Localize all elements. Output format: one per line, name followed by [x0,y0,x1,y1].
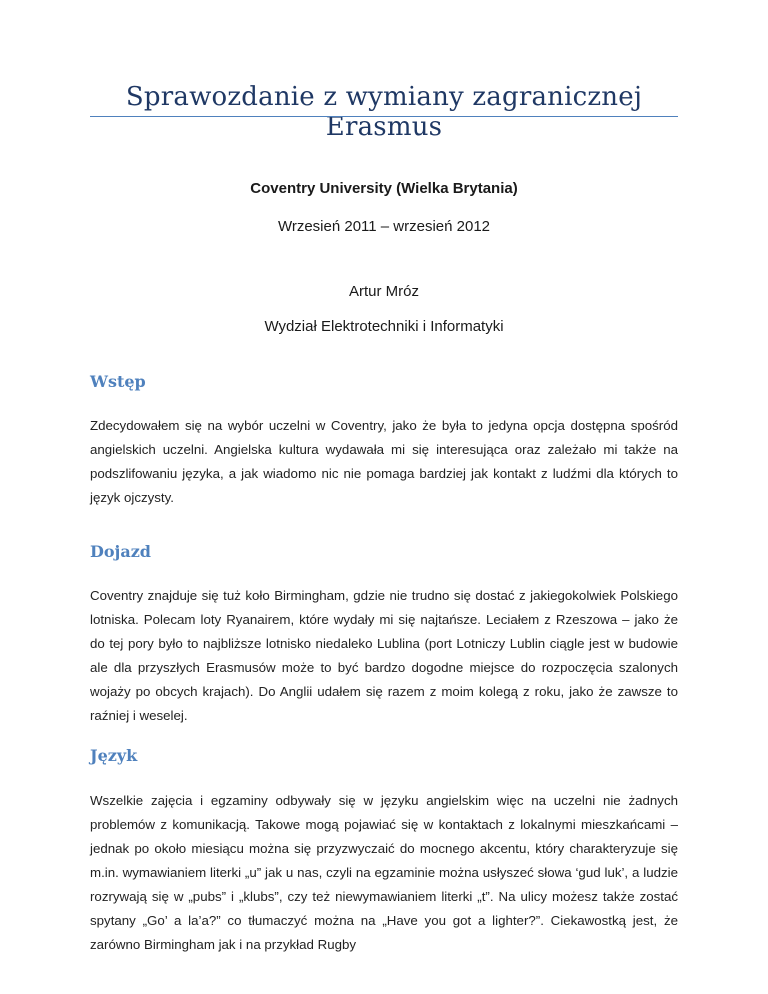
university-name: Coventry University (Wielka Brytania) [250,180,518,197]
title-underline [90,116,678,117]
section-paragraph-intro: Zdecydowałem się na wybór uczelni w Coventry, jako że była to jedyna opcja dostępna spośród angielskich uczelni. Angielska kultura wydawała mi się interesująca oraz zależało mi także na podszlifowaniu języka, a jak wiadomo nic nie pomaga bardziej jak kontakt z ludźmi dla których to język ojczysty. [90,418,678,505]
section-paragraph-language: Wszelkie zajęcia i egzaminy odbywały się w języku angielskim więc na uczelni nie żadnych problemów z komunikacją. Takowe mogą pojawiać się w kontaktach z lokalnymi mieszkańcami – jednak po około miesiącu można się przyzwyczaić do mocnego akcentu, który charakteryzuje się m.in. wymawianiem literki „u” jak u nas, czyli na egzaminie można usłyszeć słowa ‘gud luk’, a ludzie rozrywają się w „pubs” i „klubs”, czy też niewymawianiem literki „t”. Na ulicy możesz także zostać spytany „Go’ a la’a?” co tłumaczyć można na „Have you got a lighter?”. Ciekawostką jest, że zarówno Birmingham jak i na przykład Rugby [90,793,678,952]
document-title: Sprawozdanie z wymiany zagranicznej Erasmus [125,82,643,142]
faculty-name: Wydział Elektrotechniki i Informatyki [264,318,504,335]
section-heading-travel: Dojazd [90,542,151,561]
section-heading-language: Język [90,746,138,765]
section-paragraph-travel: Coventry znajduje się tuż koło Birmingham, gdzie nie trudno się dostać z jakiegokolwiek Polskiego lotniska. Polecam loty Ryanairem, które wydały mi się najtańsze. Leciałem z Rzeszowa – jako że do tej pory było to najbliższe lotnisko niedaleko Lublina (port Lotniczy Lublin ciągle jest w budowie ale dla przyszłych Erasmusów może to być bardzo dogodne miejsce do rozpoczęcia szalonych wojaży po obcych krajach). Do Anglii udałem się razem z moim kolegą z roku, jako że zawsze to raźniej i weselej. [90,588,678,723]
exchange-dates: Wrzesień 2011 – wrzesień 2012 [277,218,491,235]
author-name: Artur Mróz [348,283,419,300]
section-heading-intro: Wstęp [90,372,146,391]
